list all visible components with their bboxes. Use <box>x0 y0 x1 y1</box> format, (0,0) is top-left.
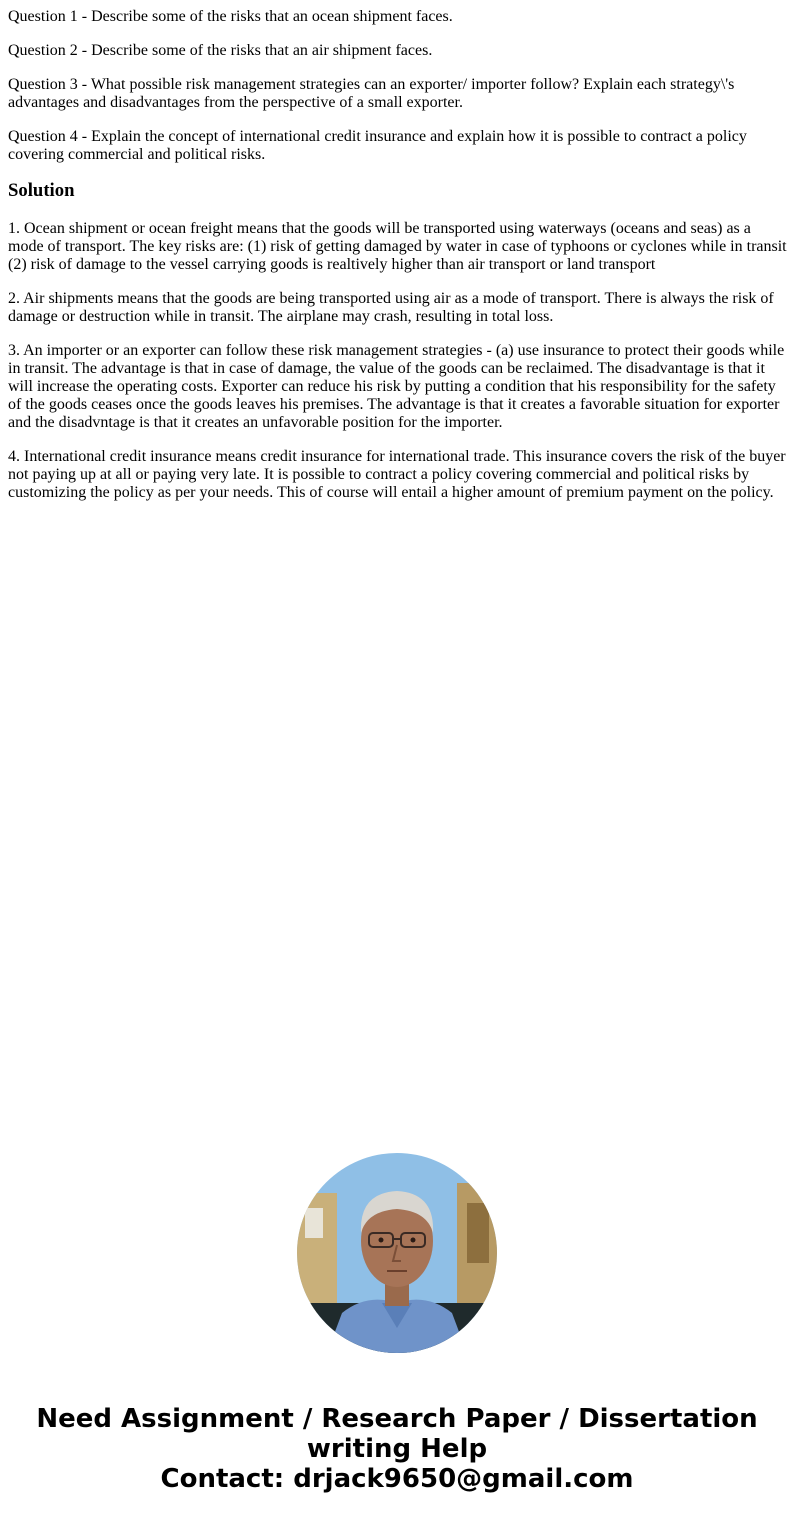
author-portrait-icon <box>297 1153 497 1353</box>
question-3: Question 3 - What possible risk management strategies can an exporter/ importer follow? Explain each strategy\'s advantages and disadvantages from the perspective of a small exporter. <box>8 76 735 111</box>
answer-3: 3. An importer or an exporter can follow these risk management strategies - (a) use insurance to protect their goods while in transit. The advantage is that in case of damage, the value of the goods can be reclaimed. The disadvantage is that it will increase the operating costs. Exporter can reduce his risk by putting a condition that his responsibility for the safety of the goods ceases once the goods leaves his premises. The advantage is that it creates a favorable situation for exporter and the disadvntage is that it creates an unfavorable position for the importer. <box>8 342 785 431</box>
author-avatar <box>297 1153 497 1353</box>
promo-banner <box>0 1404 794 1494</box>
solution-heading: Solution <box>8 180 75 201</box>
question-1: Question 1 - Describe some of the risks that an ocean shipment faces. <box>8 8 453 25</box>
question-4: Question 4 - Explain the concept of international credit insurance and explain how it is possible to contract a policy covering commercial and political risks. <box>8 128 747 163</box>
promo-line-1: Need Assignment / Research Paper / Dissertation <box>36 1404 758 1434</box>
document-content <box>8 8 788 518</box>
question-2: Question 2 - Describe some of the risks that an air shipment faces. <box>8 42 433 59</box>
promo-contact: Contact: drjack9650@gmail.com <box>160 1464 634 1494</box>
promo-line-2: writing Help <box>306 1434 488 1464</box>
answer-2: 2. Air shipments means that the goods are being transported using air as a mode of transport. There is always the risk of damage or destruction while in transit. The airplane may crash, resulting in total loss. <box>8 290 774 325</box>
answer-4: 4. International credit insurance means credit insurance for international trade. This insurance covers the risk of the buyer not paying up at all or paying very late. It is possible to contract a policy covering commercial and political risks by customizing the policy as per your needs. This of course will entail a higher amount of premium payment on the policy. <box>8 448 786 501</box>
answer-1: 1. Ocean shipment or ocean freight means that the goods will be transported using waterways (oceans and seas) as a mode of transport. The key risks are: (1) risk of getting damaged by water in case of typhoons or cyclones while in transit (2) risk of damage to the vessel carrying goods is realtively higher than air transport or land transport <box>8 220 787 273</box>
